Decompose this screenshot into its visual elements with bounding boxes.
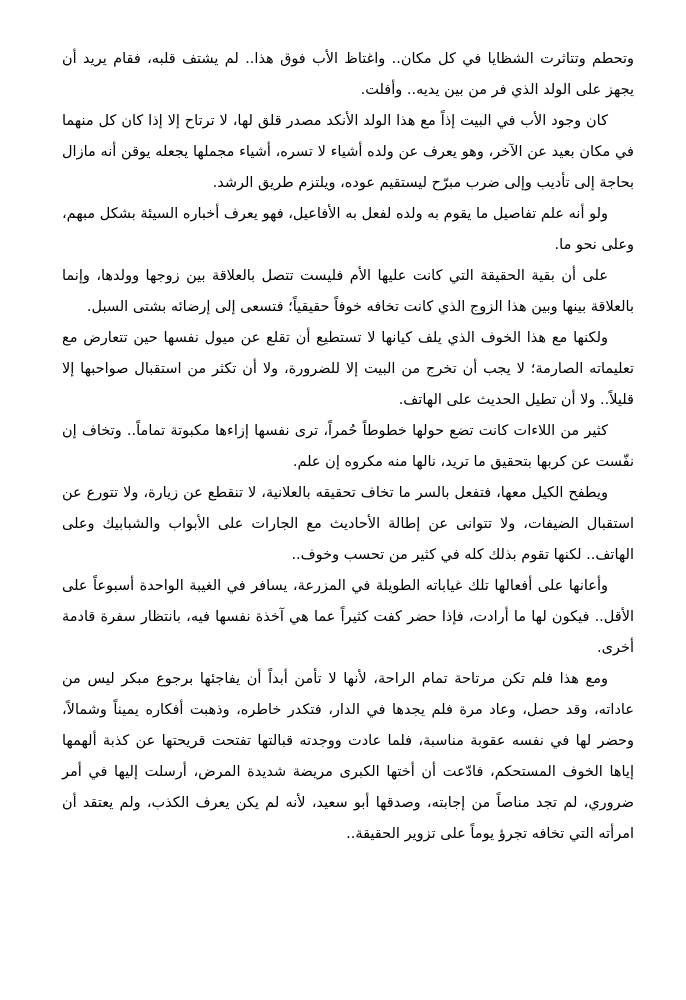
document-page xyxy=(62,44,634,850)
paragraph: وتحطم وتتاثرت الشظايا في كل مكان.. واغتاظ الأب فوق هذا.. لم يشتف قلبه، فقام يريد أن يجهز على الولد الذي فر من بين يديه.. وأفلت. xyxy=(62,51,634,98)
paragraph: ولو أنه علم تفاصيل ما يقوم به ولده لفعل به الأفاعيل، فهو يعرف أخباره السيئة بشكل مبهم، وعلى نحو ما. xyxy=(62,206,634,253)
paragraph: وأعانها على أفعالها تلك غياباته الطويلة في المزرعة، يسافر في الغيبة الواحدة أسبوعاً على الأقل.. فيكون لها ما أرادت، فإذا حضر كفت كثيراً عما هي آخذة نفسها فيه، بانتظار سفرة قادمة أخرى. xyxy=(62,578,634,656)
paragraph: كان وجود الأب في البيت إذاً مع هذا الولد الأنكد مصدر قلق لها، لا ترتاح إلا إذا كان كل منهما في مكان بعيد عن الآخر، وهو يعرف عن ولده أشياء لا تسره، أشياء مجملها يجعله يوقن أنه مازال بحاجة إلى تأديب وإلى ضرب مبرّح ليستقيم عوده، ويلتزم طريق الرشد. xyxy=(62,113,634,191)
paragraph: ولكنها مع هذا الخوف الذي يلف كيانها لا تستطيع أن تقلع عن ميول نفسها حين تتعارض مع تعليماته الصارمة؛ لا يجب أن تخرج من البيت إلا للضرورة، ولا أن تكثر من استقبال صواحبها إلا قليلاً.. ولا أن تطيل الحديث على الهاتف. xyxy=(62,330,634,408)
paragraph: كثير من اللاءات كانت تضع حولها خطوطاً حُمراً، ترى نفسها إزاءها مكبوتة تماماً.. وتخاف إن نفّست عن كربها بتحقيق ما تريد، نالها منه مكروه إن علم. xyxy=(62,423,634,470)
paragraph: على أن بقية الحقيقة التي كانت عليها الأم فليست تتصل بالعلاقة بين زوجها وولدها، وإنما بالعلاقة بينها وبين هذا الزوج الذي كانت تخافه خوفاً حقيقياً؛ فتسعى إلى إرضائه بشتى السبل. xyxy=(62,268,634,315)
paragraph: ومع هذا فلم تكن مرتاحة تمام الراحة، لأنها لا تأمن أبداً أن يفاجئها برجوع مبكر ليس من عاداته، وقد حصل، وعاد مرة فلم يجدها في الدار، فتكدر خاطره، وذهبت أفكاره يميناً وشمالاً، وحضر لها في نفسه عقوبة مناسبة، فلما عادت ووجدته قبالتها تفتحت قريحتها عن كذبة ألهمها إياها الخوف المستحكم، فادّعت أن أختها الكبرى مريضة شديدة المرض، أرسلت إليها في أمر ضروري، لم تجد مناصاً من إجابته، وصدقها أبو سعيد، لأنه لم يكن يعرف الكذب، ولم يعتقد أن امرأته التي تخافه تجرؤ يوماً على تزوير الحقيقة.. xyxy=(62,671,634,842)
paragraph: ويطفح الكيل معها، فتفعل بالسر ما تخاف تحقيقه بالعلانية، لا تنقطع عن زيارة، ولا تتورع عن استقبال الضيفات، ولا تتوانى عن إطالة الأحاديث مع الجارات على الأبواب والشبابيك وعلى الهاتف.. لكنها تقوم بذلك كله في كثير من تحسب وخوف.. xyxy=(62,485,634,563)
